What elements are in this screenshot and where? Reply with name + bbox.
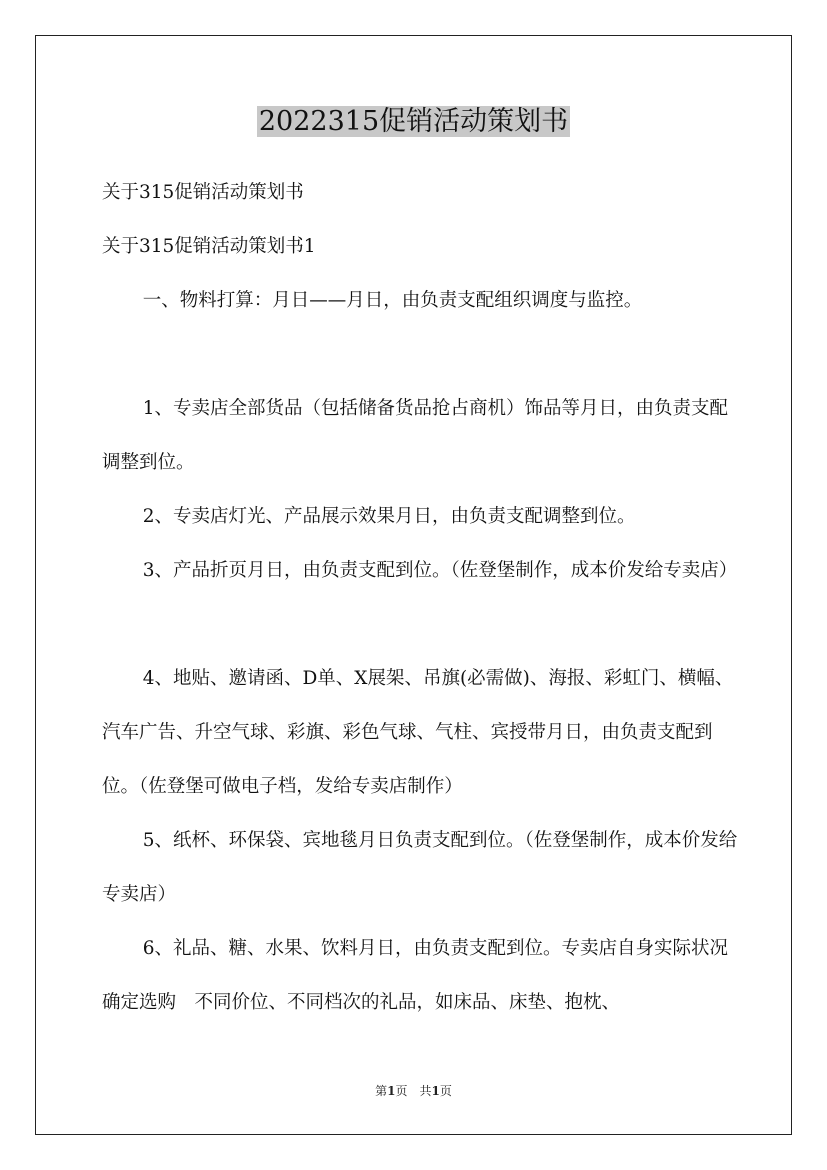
footer-total-pages: 1 (431, 1084, 440, 1098)
paragraph-item-1: 1、专卖店全部货品（包括储备货品抢占商机）饰品等月日，由负责支配调整到位。 (102, 398, 728, 473)
footer-page-suffix: 页 共 (395, 1084, 432, 1098)
paragraph-item-4: 4、地贴、邀请函、D单、X展架、吊旗(必需做)、海报、彩虹门、横幅、汽车广告、升空气球、彩旗、彩色气球、气柱、宾授带月日，由负责支配到位。（佐登堡可做电子档，发给专卖店制作） (102, 668, 734, 797)
paragraph-section-1: 一、物料打算：月日——月日，由负责支配组织调度与监控。 (142, 290, 643, 311)
page-footer (0, 1083, 827, 1099)
footer-page-number: 1 (387, 1084, 396, 1098)
footer-total-suffix: 页 (439, 1084, 452, 1098)
paragraph-item-6: 6、礼品、糖、水果、饮料月日，由负责支配到位。专卖店自身实际状况确定选购 不同价位、不同档次的礼品，如床品、床垫、抱枕、 (102, 938, 728, 1013)
paragraph-heading-2: 关于315促销活动策划书1 (102, 236, 316, 257)
paragraph-heading-1: 关于315促销活动策划书 (102, 182, 304, 203)
paragraph-item-3: 3、产品折页月日，由负责支配到位。（佐登堡制作，成本价发给专卖店） (142, 560, 738, 581)
document-title (0, 102, 827, 142)
paragraph-item-2: 2、专卖店灯光、产品展示效果月日，由负责支配调整到位。 (142, 506, 636, 527)
paragraph-item-5: 5、纸杯、环保袋、宾地毯月日负责支配到位。（佐登堡制作，成本价发给专卖店） (102, 830, 738, 905)
document-title-text: 2022315促销活动策划书 (258, 106, 569, 137)
footer-page-prefix: 第 (375, 1084, 388, 1098)
